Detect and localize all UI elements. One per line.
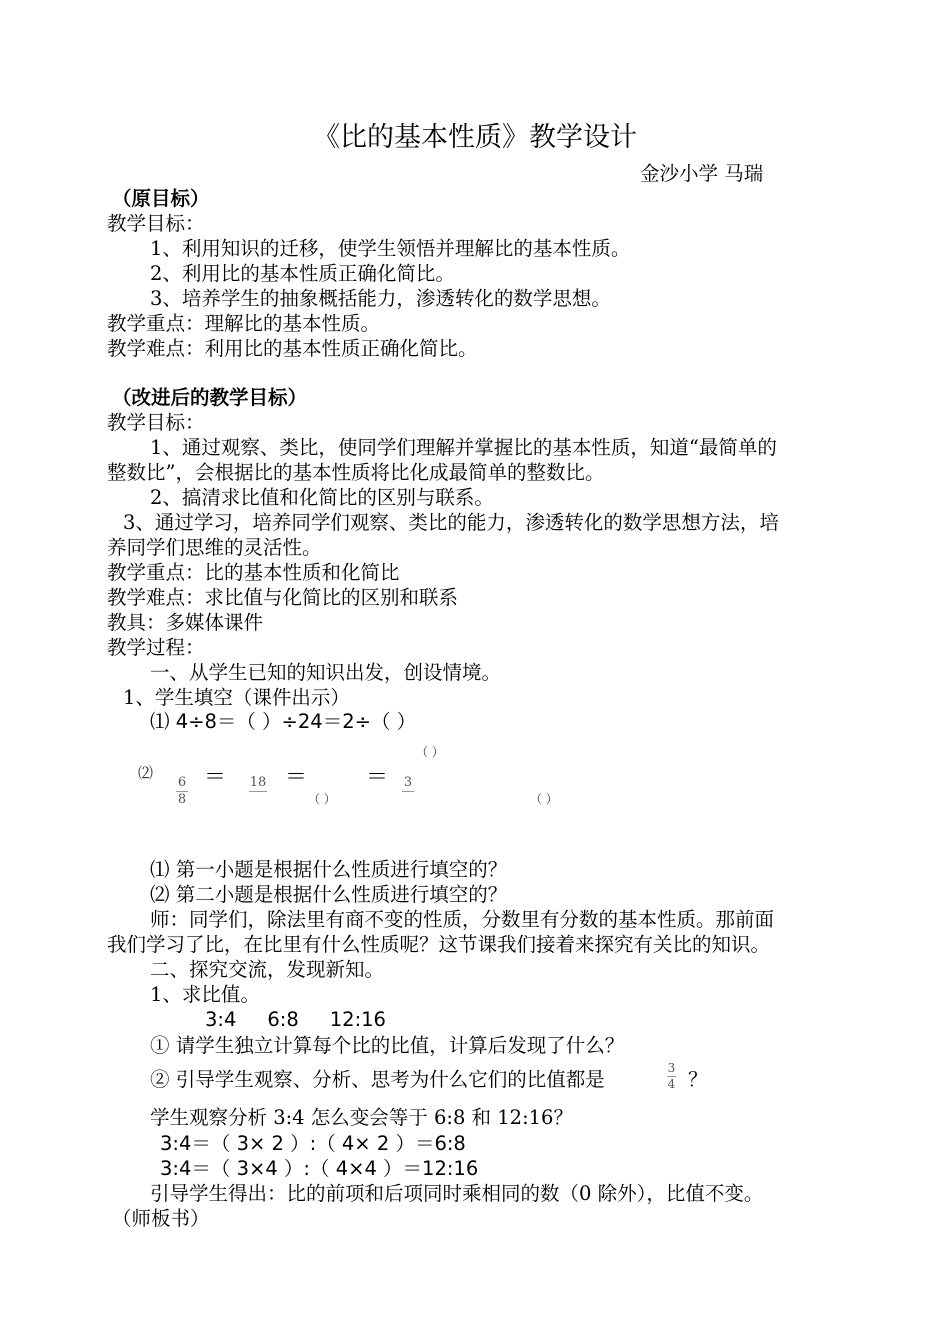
improved-difficulty: 教学难点：求比值与化简比的区别和联系 xyxy=(107,586,459,609)
original-goal-3: 3、培养学生的抽象概括能力，渗透转化的数学思想。 xyxy=(150,287,611,310)
fraction-bar xyxy=(249,791,267,792)
original-difficulty: 教学难点：利用比的基本性质正确化简比。 xyxy=(107,337,478,360)
question-2-label: ⑵ xyxy=(138,764,154,782)
instruction-2-end: ？ xyxy=(688,1068,708,1091)
fraction-3-blank xyxy=(402,776,414,793)
improved-goal-2: 2、搞清求比值和化简比的区别与联系。 xyxy=(150,486,494,509)
improved-goal-1-line-1: 1、通过观察、类比，使同学们理解并掌握比的基本性质，知道“最简单的 xyxy=(150,436,777,459)
fraction-numerator: 3 xyxy=(667,1061,676,1075)
document-title: 《比的基本性质》教学设计 xyxy=(313,122,637,153)
improved-goal-3-line-1: 3、通过学习，培养同学们观察、类比的能力，渗透转化的数学思想方法，培 xyxy=(123,511,779,534)
equation-2: 3:4＝（ 3×4 ）:（ 4×4 ）＝12:16 xyxy=(160,1157,479,1180)
step-2-heading: 二、探究交流，发现新知。 xyxy=(150,958,385,981)
blank-denominator: （ ） xyxy=(308,792,336,806)
fraction-denominator: 4 xyxy=(667,1077,676,1091)
fraction-3-4 xyxy=(667,1062,676,1091)
original-goal-2: 2、利用比的基本性质正确化简比。 xyxy=(150,262,455,285)
improved-goal-1-line-2: 整数比”，会根据比的基本性质将比化成最简单的整数比。 xyxy=(107,461,605,484)
step-1-heading: 一、从学生已知的知识出发，创设情境。 xyxy=(150,661,502,684)
original-goal-1: 1、利用知识的迁移，使学生领悟并理解比的基本性质。 xyxy=(150,237,631,260)
question-ask-1: ⑴ 第一小题是根据什么性质进行填空的？ xyxy=(150,858,508,881)
instruction-2: ② 引导学生观察、分析、思考为什么它们的比值都是 xyxy=(150,1068,605,1091)
blank-numerator: （ ） xyxy=(416,745,444,759)
equals-sign: ＝ xyxy=(285,765,308,790)
teaching-tools: 教具：多媒体课件 xyxy=(107,611,264,634)
equals-sign: ＝ xyxy=(204,765,227,790)
fraction-bar xyxy=(402,791,414,792)
analysis-question: 学生观察分析 3:4 怎么变会等于 6:8 和 12:16？ xyxy=(150,1106,573,1129)
equals-sign: ＝ xyxy=(366,765,389,790)
improved-goal-3-line-2: 养同学们思维的灵活性。 xyxy=(107,536,322,559)
improved-key-point: 教学重点：比的基本性质和化简比 xyxy=(107,561,400,584)
teacher-remark-line-1: 师：同学们，除法里有商不变的性质，分数里有分数的基本性质。那前面 xyxy=(150,908,775,931)
fraction-numerator: 3 xyxy=(403,775,413,790)
ratio-value-title: 1、求比值。 xyxy=(150,983,260,1006)
improved-goals-heading: （改进后的教学目标） xyxy=(112,386,308,409)
original-key-point: 教学重点：理解比的基本性质。 xyxy=(107,312,381,335)
original-goals-label: 教学目标： xyxy=(107,212,205,235)
question-ask-2: ⑵ 第二小题是根据什么性质进行填空的？ xyxy=(150,883,508,906)
fraction-numerator: 6 xyxy=(177,775,187,790)
fraction-6-8 xyxy=(176,776,188,807)
fill-in-title: 1、学生填空（课件出示） xyxy=(123,686,350,709)
blank-denominator: （ ） xyxy=(530,792,558,806)
teacher-remark-line-2: 我们学习了比，在比里有什么性质呢？这节课我们接着来探究有关比的知识。 xyxy=(107,933,771,956)
instruction-1: ① 请学生独立计算每个比的比值，计算后发现了什么？ xyxy=(150,1034,625,1057)
question-1: ⑴ 4÷8＝（ ）÷24＝2÷（ ） xyxy=(150,710,417,733)
conclusion: 引导学生得出：比的前项和后项同时乘相同的数（0 除外），比值不变。 xyxy=(150,1182,764,1205)
original-goals-heading: （原目标） xyxy=(112,187,210,210)
author: 金沙小学 马瑞 xyxy=(640,162,764,185)
fraction-numerator: 18 xyxy=(249,775,267,790)
improved-goals-label: 教学目标： xyxy=(107,411,205,434)
fraction-18-blank xyxy=(249,776,267,793)
process-label: 教学过程： xyxy=(107,636,205,659)
equation-1: 3:4＝（ 3× 2 ）:（ 4× 2 ）＝6:8 xyxy=(160,1132,466,1155)
ratio-list: 3:4 6:8 12:16 xyxy=(205,1008,386,1031)
fraction-denominator: 8 xyxy=(177,792,187,807)
board-note: （师板书） xyxy=(112,1207,210,1230)
